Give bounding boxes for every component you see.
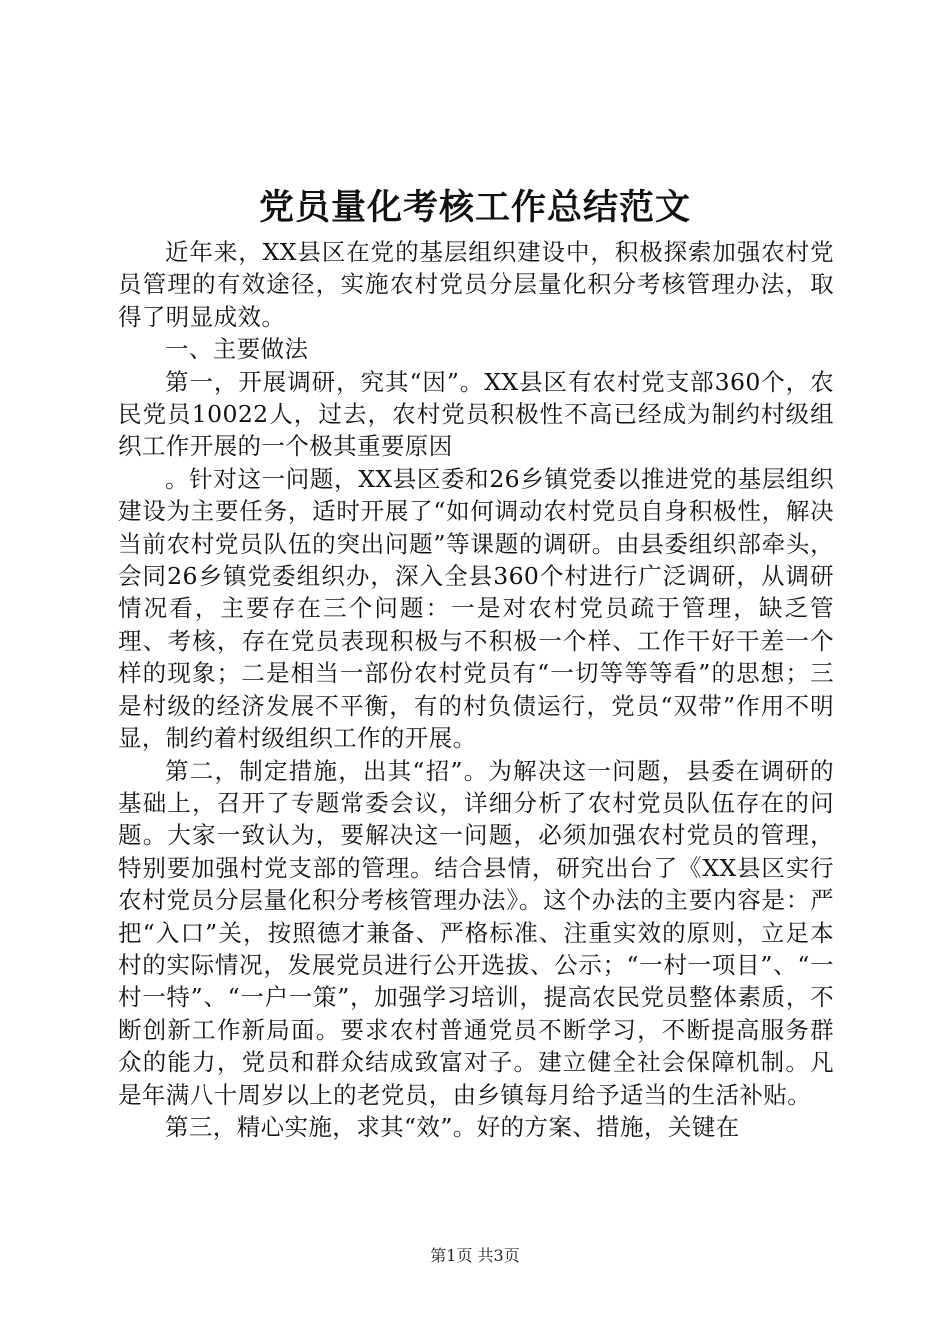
paragraph-third: 第三，精心实施，求其“效”。好的方案、措施，关键在 — [165, 1112, 740, 1141]
paragraph-first: 第一，开展调研，究其“因”。XX县区有农村党支部360个，农民党员10022人，过去，农村党员积极性不高已经成为制约村级组织工作开展的一个极其重要原因 — [118, 367, 834, 461]
page-number-footer: 第1页 共3页 — [430, 1246, 520, 1265]
paragraph-first-continued: 。针对这一问题，XX县区委和26乡镇党委以推进党的基层组织建设为主要任务，适时开展了“如何调动农村党员自身积极性，解决当前农村党员队伍的突出问题”等课题的调研。由县委组织部牵头，会同26乡镇党委组织办，深入全县360个村进行广泛调研，从调研情况看，主要存在三个问题：一是对农村党员疏于管理，缺乏管理、考核，存在党员表现积极与不积极一个样、工作干好干差一个样的现象；二是相当一部份农村党员有“一切等等等看”的思想；三是村级的经济发展不平衡，有的村负债运行，党员“双带”作用不明显，制约着村级组织工作的开展。 — [118, 464, 834, 753]
paragraph-intro: 近年来，XX县区在党的基层组织建设中，积极探索加强农村党员管理的有效途径，实施农村党员分层量化积分考核管理办法，取得了明显成效。 — [118, 238, 834, 331]
document-title: 党员量化考核工作总结范文 — [258, 188, 691, 228]
paragraph-second: 第二，制定措施，出其“招”。为解决这一问题，县委在调研的基础上，召开了专题常委会议，详细分析了农村党员队伍存在的问题。大家一致认为，要解决这一问题，必须加强农村党员的管理，特别要加强村党支部的管理。结合县情，研究出台了《XX县区实行农村党员分层量化积分考核管理办法》。这个办法的主要内容是：严把“入口”关，按照德才兼备、严格标准、注重实效的原则，立足本村的实际情况，发展党员进行公开选拔、公示；“一村一项目”、“一村一特”、“一户一策”，加强学习培训，提高农民党员整体素质，不断创新工作新局面。要求农村普通党员不断学习，不断提高服务群众的能力，党员和群众结成致富对子。建立健全社会保障机制。凡是年满八十周岁以上的老党员，由乡镇每月给予适当的生活补贴。 — [118, 756, 834, 1109]
document-body — [118, 236, 834, 1143]
section-heading: 一、主要做法 — [165, 335, 309, 364]
